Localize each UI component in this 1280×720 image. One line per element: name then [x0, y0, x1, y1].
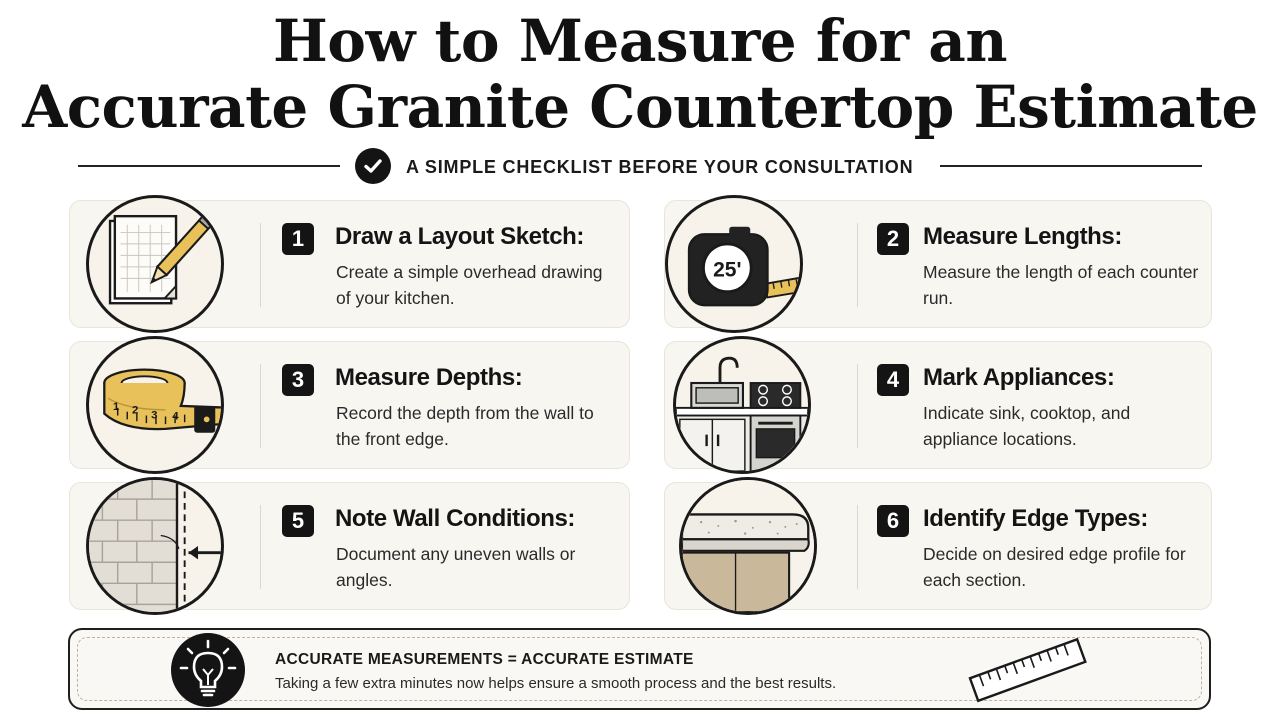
- step-number: 3: [282, 364, 314, 396]
- step-title: Note Wall Conditions:: [335, 505, 576, 532]
- step-number: 1: [282, 223, 314, 255]
- step-description: Indicate sink, cooktop, and appliance locations.: [923, 403, 1131, 449]
- tip-text: Taking a few extra minutes now helps ensure a smooth process and the best results.: [275, 675, 837, 692]
- step-description: Create a simple overhead drawing of your kitchen.: [336, 262, 603, 308]
- step-title: Measure Depths:: [335, 364, 523, 391]
- step-description: Document any uneven walls or angles.: [336, 544, 576, 590]
- uneven-wall-icon: [86, 477, 224, 615]
- tape-tick-label: 4: [172, 410, 179, 423]
- step-title: Measure Lengths:: [923, 223, 1122, 250]
- lightbulb-icon: [171, 633, 245, 707]
- tape-measure-icon: [665, 195, 803, 333]
- card-divider: [260, 364, 261, 448]
- step-title: Draw a Layout Sketch:: [335, 223, 585, 250]
- step-card-4: [664, 341, 1212, 469]
- tip-box: [68, 628, 1211, 710]
- tape-tick-label: 2: [132, 404, 139, 417]
- countertop-edge-icon: [679, 477, 817, 615]
- page-title-line-2: Accurate Granite Countertop Estimate: [22, 73, 1258, 141]
- sketch-pad-pencil-icon: [86, 195, 224, 333]
- step-card-1: [69, 200, 630, 328]
- card-divider: [260, 223, 261, 307]
- step-number: 2: [877, 223, 909, 255]
- tip-title: ACCURATE MEASUREMENTS = ACCURATE ESTIMATE: [275, 651, 694, 668]
- step-card-6: [664, 482, 1212, 610]
- checkmark-icon: [355, 148, 391, 184]
- tape-tick-label: 3: [151, 409, 158, 422]
- tape-measure-label: 25': [713, 258, 742, 282]
- step-title: Mark Appliances:: [923, 364, 1115, 391]
- step-card-2: [664, 200, 1212, 328]
- card-divider: [857, 364, 858, 448]
- step-number: 5: [282, 505, 314, 537]
- step-number: 4: [877, 364, 909, 396]
- step-description: Record the depth from the wall to the front edge.: [336, 403, 594, 449]
- card-divider: [857, 505, 858, 589]
- subtitle-rule-left: [78, 165, 340, 167]
- step-number: 6: [877, 505, 909, 537]
- step-description: Measure the length of each counter run.: [923, 262, 1199, 308]
- measuring-tape-roll-icon: [86, 336, 224, 474]
- page-title-line-1: How to Measure for an: [272, 7, 1008, 75]
- card-divider: [857, 223, 858, 307]
- ruler-icon: [963, 636, 1093, 706]
- kitchen-appliances-icon: [673, 336, 811, 474]
- subtitle-row: [78, 148, 1202, 184]
- subtitle-rule-right: [940, 165, 1202, 167]
- step-title: Identify Edge Types:: [923, 505, 1148, 532]
- card-divider: [260, 505, 261, 589]
- step-card-3: [69, 341, 630, 469]
- subtitle: A SIMPLE CHECKLIST BEFORE YOUR CONSULTATION: [406, 157, 914, 177]
- step-description: Decide on desired edge profile for each section.: [923, 544, 1186, 590]
- tape-tick-label: 1: [112, 400, 120, 413]
- step-card-5: [69, 482, 630, 610]
